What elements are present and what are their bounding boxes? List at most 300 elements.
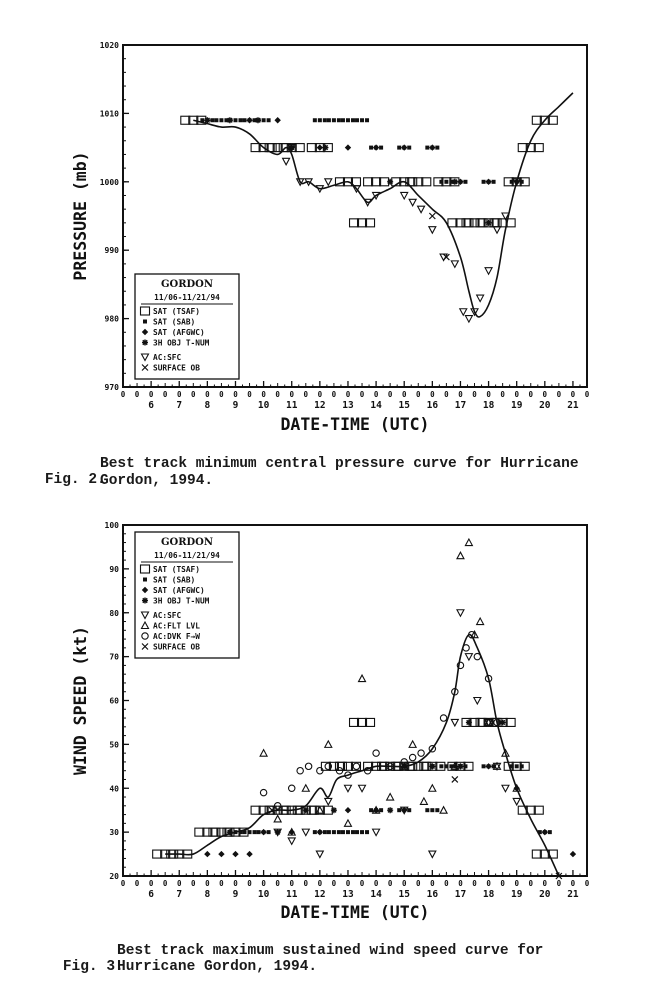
y-axis-title: WIND SPEED (kt) <box>71 625 90 776</box>
x-hour-label: 0 <box>261 879 266 888</box>
x-tick-label: 11 <box>286 400 298 411</box>
x-hour-label: 0 <box>359 390 365 399</box>
data-point <box>430 808 434 812</box>
data-point <box>355 118 359 122</box>
data-point <box>409 199 416 206</box>
data-point <box>323 830 327 834</box>
figure-2-caption <box>10 456 106 504</box>
data-point <box>451 719 458 726</box>
legend <box>135 532 239 658</box>
data-point <box>502 785 509 792</box>
x-hour-label: 0 <box>331 879 337 888</box>
x-axis <box>121 381 590 434</box>
data-point <box>492 180 496 184</box>
series-ac-flt-lvl <box>260 539 520 835</box>
x-hour-label: 0 <box>219 390 224 399</box>
data-point <box>397 808 401 812</box>
legend-marker <box>142 598 148 604</box>
series-surface-ob <box>429 213 449 260</box>
data-point <box>474 698 481 705</box>
data-point <box>387 794 394 801</box>
legend-label: AC:SFC <box>153 611 182 620</box>
x-hour-label: 0 <box>205 879 210 888</box>
x-hour-label: 0 <box>556 390 562 399</box>
data-point <box>515 764 519 768</box>
data-point <box>409 754 415 760</box>
legend-label: AC:FLT LVL <box>153 621 200 631</box>
x-tick-label: 12 <box>314 400 326 411</box>
x-tick-label: 13 <box>342 889 354 900</box>
x-tick-label: 20 <box>539 400 551 411</box>
data-point <box>365 830 369 834</box>
x-hour-label: 0 <box>303 879 309 888</box>
x-hour-label: 0 <box>317 879 323 888</box>
data-point <box>520 764 524 768</box>
data-point <box>482 180 486 184</box>
legend-label: 3H OBJ T-NUM <box>153 596 210 606</box>
x-hour-label: 0 <box>416 879 421 888</box>
x-hour-label: 0 <box>584 879 590 888</box>
figure-2-caption-line-2: Gordon, 1994. <box>100 473 214 489</box>
data-point <box>444 180 448 184</box>
x-hour-label: 0 <box>176 879 182 888</box>
x-tick-label: 18 <box>482 889 495 900</box>
data-point <box>486 220 492 226</box>
x-tick-label: 13 <box>342 400 354 411</box>
data-point <box>302 785 309 792</box>
data-point <box>351 830 355 834</box>
y-tick-label: 50 <box>109 740 119 750</box>
x-hour-label: 0 <box>317 390 323 399</box>
legend-marker <box>143 320 147 324</box>
data-point <box>440 715 446 721</box>
series-sat-tsaf- <box>153 718 558 858</box>
y-axis <box>71 41 129 392</box>
y-axis <box>71 521 129 881</box>
x-hour-label: 0 <box>570 879 576 888</box>
x-hour-label: 0 <box>444 390 449 399</box>
x-tick-label: 20 <box>539 889 551 900</box>
x-hour-label: 0 <box>542 879 548 888</box>
data-point <box>353 763 359 769</box>
data-point <box>457 552 464 559</box>
data-point <box>379 808 383 812</box>
data-point <box>429 227 436 234</box>
y-tick-label: 40 <box>109 784 119 794</box>
x-axis-title: DATE-TIME (UTC) <box>280 415 430 434</box>
data-point <box>520 180 524 184</box>
y-tick-label: 1020 <box>99 41 119 50</box>
data-point <box>418 750 424 756</box>
data-point <box>331 807 337 813</box>
data-point <box>457 610 464 617</box>
y-tick-label: 60 <box>109 696 119 706</box>
data-point <box>322 145 328 151</box>
data-point <box>325 741 332 748</box>
data-point <box>246 117 252 123</box>
series-sat-sab- <box>228 764 551 834</box>
data-point <box>341 830 345 834</box>
x-axis <box>121 870 590 922</box>
x-tick-label: 14 <box>370 400 382 411</box>
data-point <box>494 227 501 234</box>
data-point <box>373 750 379 756</box>
x-hour-label: 0 <box>528 390 534 399</box>
data-point <box>318 118 322 122</box>
x-tick-label: 9 <box>232 400 239 411</box>
y-tick-label: 100 <box>104 521 119 530</box>
best-track-curve <box>193 93 573 317</box>
x-tick-label: 15 <box>398 400 410 411</box>
legend-label: SAT (TSAF) <box>153 565 200 574</box>
data-point <box>305 763 311 769</box>
x-hour-label: 0 <box>514 390 519 399</box>
x-hour-label: 0 <box>359 879 365 888</box>
data-point <box>359 785 366 792</box>
x-hour-label: 0 <box>345 390 351 399</box>
series-ac-sfc <box>274 610 520 858</box>
x-hour-label: 0 <box>500 390 505 399</box>
y-tick-label: 970 <box>104 383 119 392</box>
x-hour-label: 0 <box>373 390 379 399</box>
data-point <box>429 213 435 219</box>
x-tick-label: 6 <box>148 400 154 411</box>
data-point <box>542 829 548 835</box>
x-hour-label: 0 <box>486 390 491 399</box>
x-axis-title: DATE-TIME (UTC) <box>280 903 430 922</box>
data-point <box>451 261 458 268</box>
x-tick-label: 19 <box>510 400 523 411</box>
data-point <box>325 798 332 805</box>
best-track-curve <box>165 634 559 876</box>
pressure-chart <box>0 0 649 440</box>
data-point <box>346 118 350 122</box>
data-point <box>327 830 331 834</box>
data-point <box>418 206 425 213</box>
x-tick-label: 7 <box>176 400 183 411</box>
data-point <box>485 763 491 769</box>
x-hour-label: 0 <box>472 390 477 399</box>
legend-title: GORDON <box>160 537 214 548</box>
data-point <box>260 789 266 795</box>
data-point <box>248 830 252 834</box>
x-hour-label: 0 <box>120 879 126 888</box>
data-point <box>355 830 359 834</box>
data-point <box>227 117 233 123</box>
data-point <box>267 118 271 122</box>
x-hour-label: 0 <box>570 390 576 399</box>
data-point <box>351 118 355 122</box>
data-point <box>435 146 439 150</box>
data-point <box>369 146 373 150</box>
x-hour-label: 0 <box>472 879 477 888</box>
x-hour-label: 0 <box>387 879 393 888</box>
x-hour-label: 0 <box>233 879 238 888</box>
data-point <box>243 118 247 122</box>
x-tick-label: 10 <box>257 400 270 411</box>
data-point <box>219 118 223 122</box>
data-point <box>373 829 380 836</box>
data-point <box>429 144 435 150</box>
data-point <box>435 808 439 812</box>
x-hour-label: 0 <box>120 390 126 399</box>
data-point <box>238 118 242 122</box>
figure-3-caption-line-1: Best track maximum sustained wind speed curve for <box>117 943 544 959</box>
data-point <box>463 180 467 184</box>
data-point <box>327 118 331 122</box>
legend-label: SAT (SAB) <box>153 575 196 585</box>
y-tick-label: 80 <box>109 608 119 618</box>
x-tick-label: 17 <box>454 400 467 411</box>
data-point <box>317 829 323 835</box>
x-hour-label: 0 <box>191 390 196 399</box>
data-point <box>401 144 407 150</box>
x-tick-label: 8 <box>204 889 211 900</box>
data-point <box>570 851 576 857</box>
data-point <box>463 764 467 768</box>
data-point <box>452 179 458 185</box>
x-hour-label: 0 <box>275 879 280 888</box>
data-point <box>260 750 267 757</box>
x-hour-label: 0 <box>500 879 505 888</box>
data-point <box>214 118 218 122</box>
legend-label: SURFACE OB <box>153 363 200 373</box>
x-hour-label: 0 <box>289 390 294 399</box>
figure-2-number: Fig. 2. <box>44 472 106 488</box>
data-point <box>477 618 484 625</box>
data-point <box>360 830 364 834</box>
legend-label: SAT (TSAF) <box>153 307 200 316</box>
x-hour-label: 0 <box>148 879 154 888</box>
y-tick-label: 1010 <box>99 109 119 119</box>
data-point <box>313 830 317 834</box>
data-point <box>485 179 491 185</box>
legend-dates: 11/06-11/21/94 <box>154 551 220 560</box>
x-tick-label: 9 <box>232 889 239 900</box>
data-point <box>323 118 327 122</box>
x-hour-label: 0 <box>134 390 140 399</box>
data-point <box>345 144 351 150</box>
series-ac-dvk-f-w <box>260 631 500 809</box>
data-point <box>253 830 257 834</box>
data-point <box>332 118 336 122</box>
data-point <box>303 807 309 813</box>
y-tick-label: 990 <box>104 246 119 256</box>
series-sat-sab- <box>200 118 523 184</box>
data-point <box>262 118 266 122</box>
data-point <box>369 808 373 812</box>
data-point <box>407 146 411 150</box>
data-point <box>317 144 323 150</box>
data-point <box>425 808 429 812</box>
data-point <box>548 830 552 834</box>
figure-3-number: Fig. 3. <box>62 959 124 975</box>
x-tick-label: 16 <box>426 400 439 411</box>
x-hour-label: 0 <box>219 879 224 888</box>
legend-label: SAT (AFGWC) <box>153 328 205 337</box>
x-hour-label: 0 <box>401 879 407 888</box>
data-point <box>452 776 458 782</box>
x-hour-label: 0 <box>542 390 548 399</box>
x-hour-label: 0 <box>247 879 252 888</box>
legend-title: GORDON <box>160 279 214 290</box>
figure-2-caption-line-1: Best track minimum central pressure curve for Hurricane <box>100 456 579 472</box>
x-hour-label: 0 <box>176 390 182 399</box>
x-hour-label: 0 <box>345 879 351 888</box>
x-hour-label: 0 <box>528 879 534 888</box>
data-point <box>218 851 224 857</box>
data-point <box>232 851 238 857</box>
data-point <box>465 316 472 323</box>
x-hour-label: 0 <box>331 390 337 399</box>
x-hour-label: 0 <box>444 879 449 888</box>
data-point <box>341 118 345 122</box>
data-point <box>337 118 341 122</box>
data-point <box>460 309 467 316</box>
x-hour-label: 0 <box>556 879 562 888</box>
data-point <box>316 851 323 858</box>
data-point <box>401 192 408 199</box>
data-point <box>246 851 252 857</box>
data-point <box>288 838 295 845</box>
data-point <box>332 830 336 834</box>
y-tick-label: 980 <box>104 314 119 324</box>
x-hour-label: 0 <box>514 879 519 888</box>
x-hour-label: 0 <box>261 390 266 399</box>
data-point <box>510 180 514 184</box>
data-point <box>260 829 266 835</box>
data-point <box>373 144 379 150</box>
data-point <box>420 798 427 805</box>
data-point <box>204 851 210 857</box>
data-point <box>387 807 393 813</box>
x-tick-label: 8 <box>204 400 211 411</box>
data-point <box>466 719 472 725</box>
y-tick-label: 20 <box>109 872 119 881</box>
x-hour-label: 0 <box>401 390 407 399</box>
x-tick-label: 17 <box>454 889 467 900</box>
data-point <box>379 146 383 150</box>
data-point <box>477 295 484 302</box>
data-point <box>409 741 416 748</box>
figure-3-caption-line-2: Hurricane Gordon, 1994. <box>117 959 318 975</box>
data-point <box>482 764 486 768</box>
x-hour-label: 0 <box>148 390 154 399</box>
legend <box>135 274 239 379</box>
x-tick-label: 15 <box>398 889 410 900</box>
data-point <box>397 146 401 150</box>
y-tick-label: 90 <box>109 564 119 574</box>
x-hour-label: 0 <box>303 390 309 399</box>
x-hour-label: 0 <box>373 879 379 888</box>
series-ac-sfc <box>283 145 521 323</box>
data-point <box>457 179 463 185</box>
legend-label: SAT (SAB) <box>153 317 196 327</box>
data-point <box>257 830 261 834</box>
legend-label: SURFACE OB <box>153 642 200 652</box>
data-point <box>485 268 492 275</box>
x-hour-label: 0 <box>584 390 590 399</box>
data-point <box>360 118 364 122</box>
data-point <box>429 851 436 858</box>
data-point <box>429 763 435 769</box>
data-point <box>345 807 351 813</box>
legend-label: AC:DVK F→W <box>153 632 200 641</box>
data-point <box>297 768 303 774</box>
x-hour-label: 0 <box>205 390 210 399</box>
y-tick-label: 30 <box>109 828 119 838</box>
x-hour-label: 0 <box>486 879 491 888</box>
x-hour-label: 0 <box>416 390 421 399</box>
data-point <box>365 118 369 122</box>
series-sat-tsaf- <box>181 116 558 227</box>
x-tick-label: 14 <box>370 889 382 900</box>
data-point <box>210 118 214 122</box>
data-point <box>425 146 429 150</box>
x-hour-label: 0 <box>247 390 252 399</box>
y-axis-title: PRESSURE (mb) <box>71 151 90 281</box>
data-point <box>359 675 366 682</box>
data-point <box>429 785 436 792</box>
data-point <box>440 807 447 814</box>
x-hour-label: 0 <box>275 390 280 399</box>
data-point <box>337 830 341 834</box>
x-hour-label: 0 <box>458 879 463 888</box>
series-3h-obj-t-num <box>204 117 491 226</box>
x-hour-label: 0 <box>430 390 435 399</box>
x-tick-label: 11 <box>286 889 298 900</box>
data-point <box>344 820 351 827</box>
x-hour-label: 0 <box>191 879 196 888</box>
x-hour-label: 0 <box>458 390 463 399</box>
data-point <box>407 808 411 812</box>
data-point <box>465 654 472 661</box>
x-hour-label: 0 <box>430 879 435 888</box>
legend-label: 3H OBJ T-NUM <box>153 338 210 348</box>
x-hour-label: 0 <box>162 390 168 399</box>
data-point <box>233 118 237 122</box>
legend-label: SAT (AFGWC) <box>153 586 205 595</box>
data-point <box>289 785 295 791</box>
data-point <box>346 830 350 834</box>
wind-speed-chart <box>0 505 649 925</box>
x-tick-label: 21 <box>567 400 579 411</box>
x-tick-label: 18 <box>482 400 495 411</box>
data-point <box>465 539 472 546</box>
data-point <box>325 179 332 186</box>
figure-3-caption <box>28 943 124 991</box>
series-3h-obj-t-num <box>227 719 506 835</box>
data-point <box>302 829 309 836</box>
data-point <box>344 785 351 792</box>
x-tick-label: 16 <box>426 889 439 900</box>
legend-label: AC:SFC <box>153 353 182 362</box>
x-hour-label: 0 <box>387 390 393 399</box>
data-point <box>255 117 261 123</box>
data-point <box>316 807 323 814</box>
x-tick-label: 10 <box>257 889 270 900</box>
legend-marker <box>142 340 148 346</box>
x-hour-label: 0 <box>162 879 168 888</box>
data-point <box>313 118 317 122</box>
x-tick-label: 12 <box>314 889 326 900</box>
data-point <box>513 798 520 805</box>
legend-marker <box>143 578 147 582</box>
x-hour-label: 0 <box>289 879 294 888</box>
data-point <box>387 179 393 185</box>
y-tick-label: 1000 <box>99 177 119 187</box>
data-point <box>439 764 443 768</box>
